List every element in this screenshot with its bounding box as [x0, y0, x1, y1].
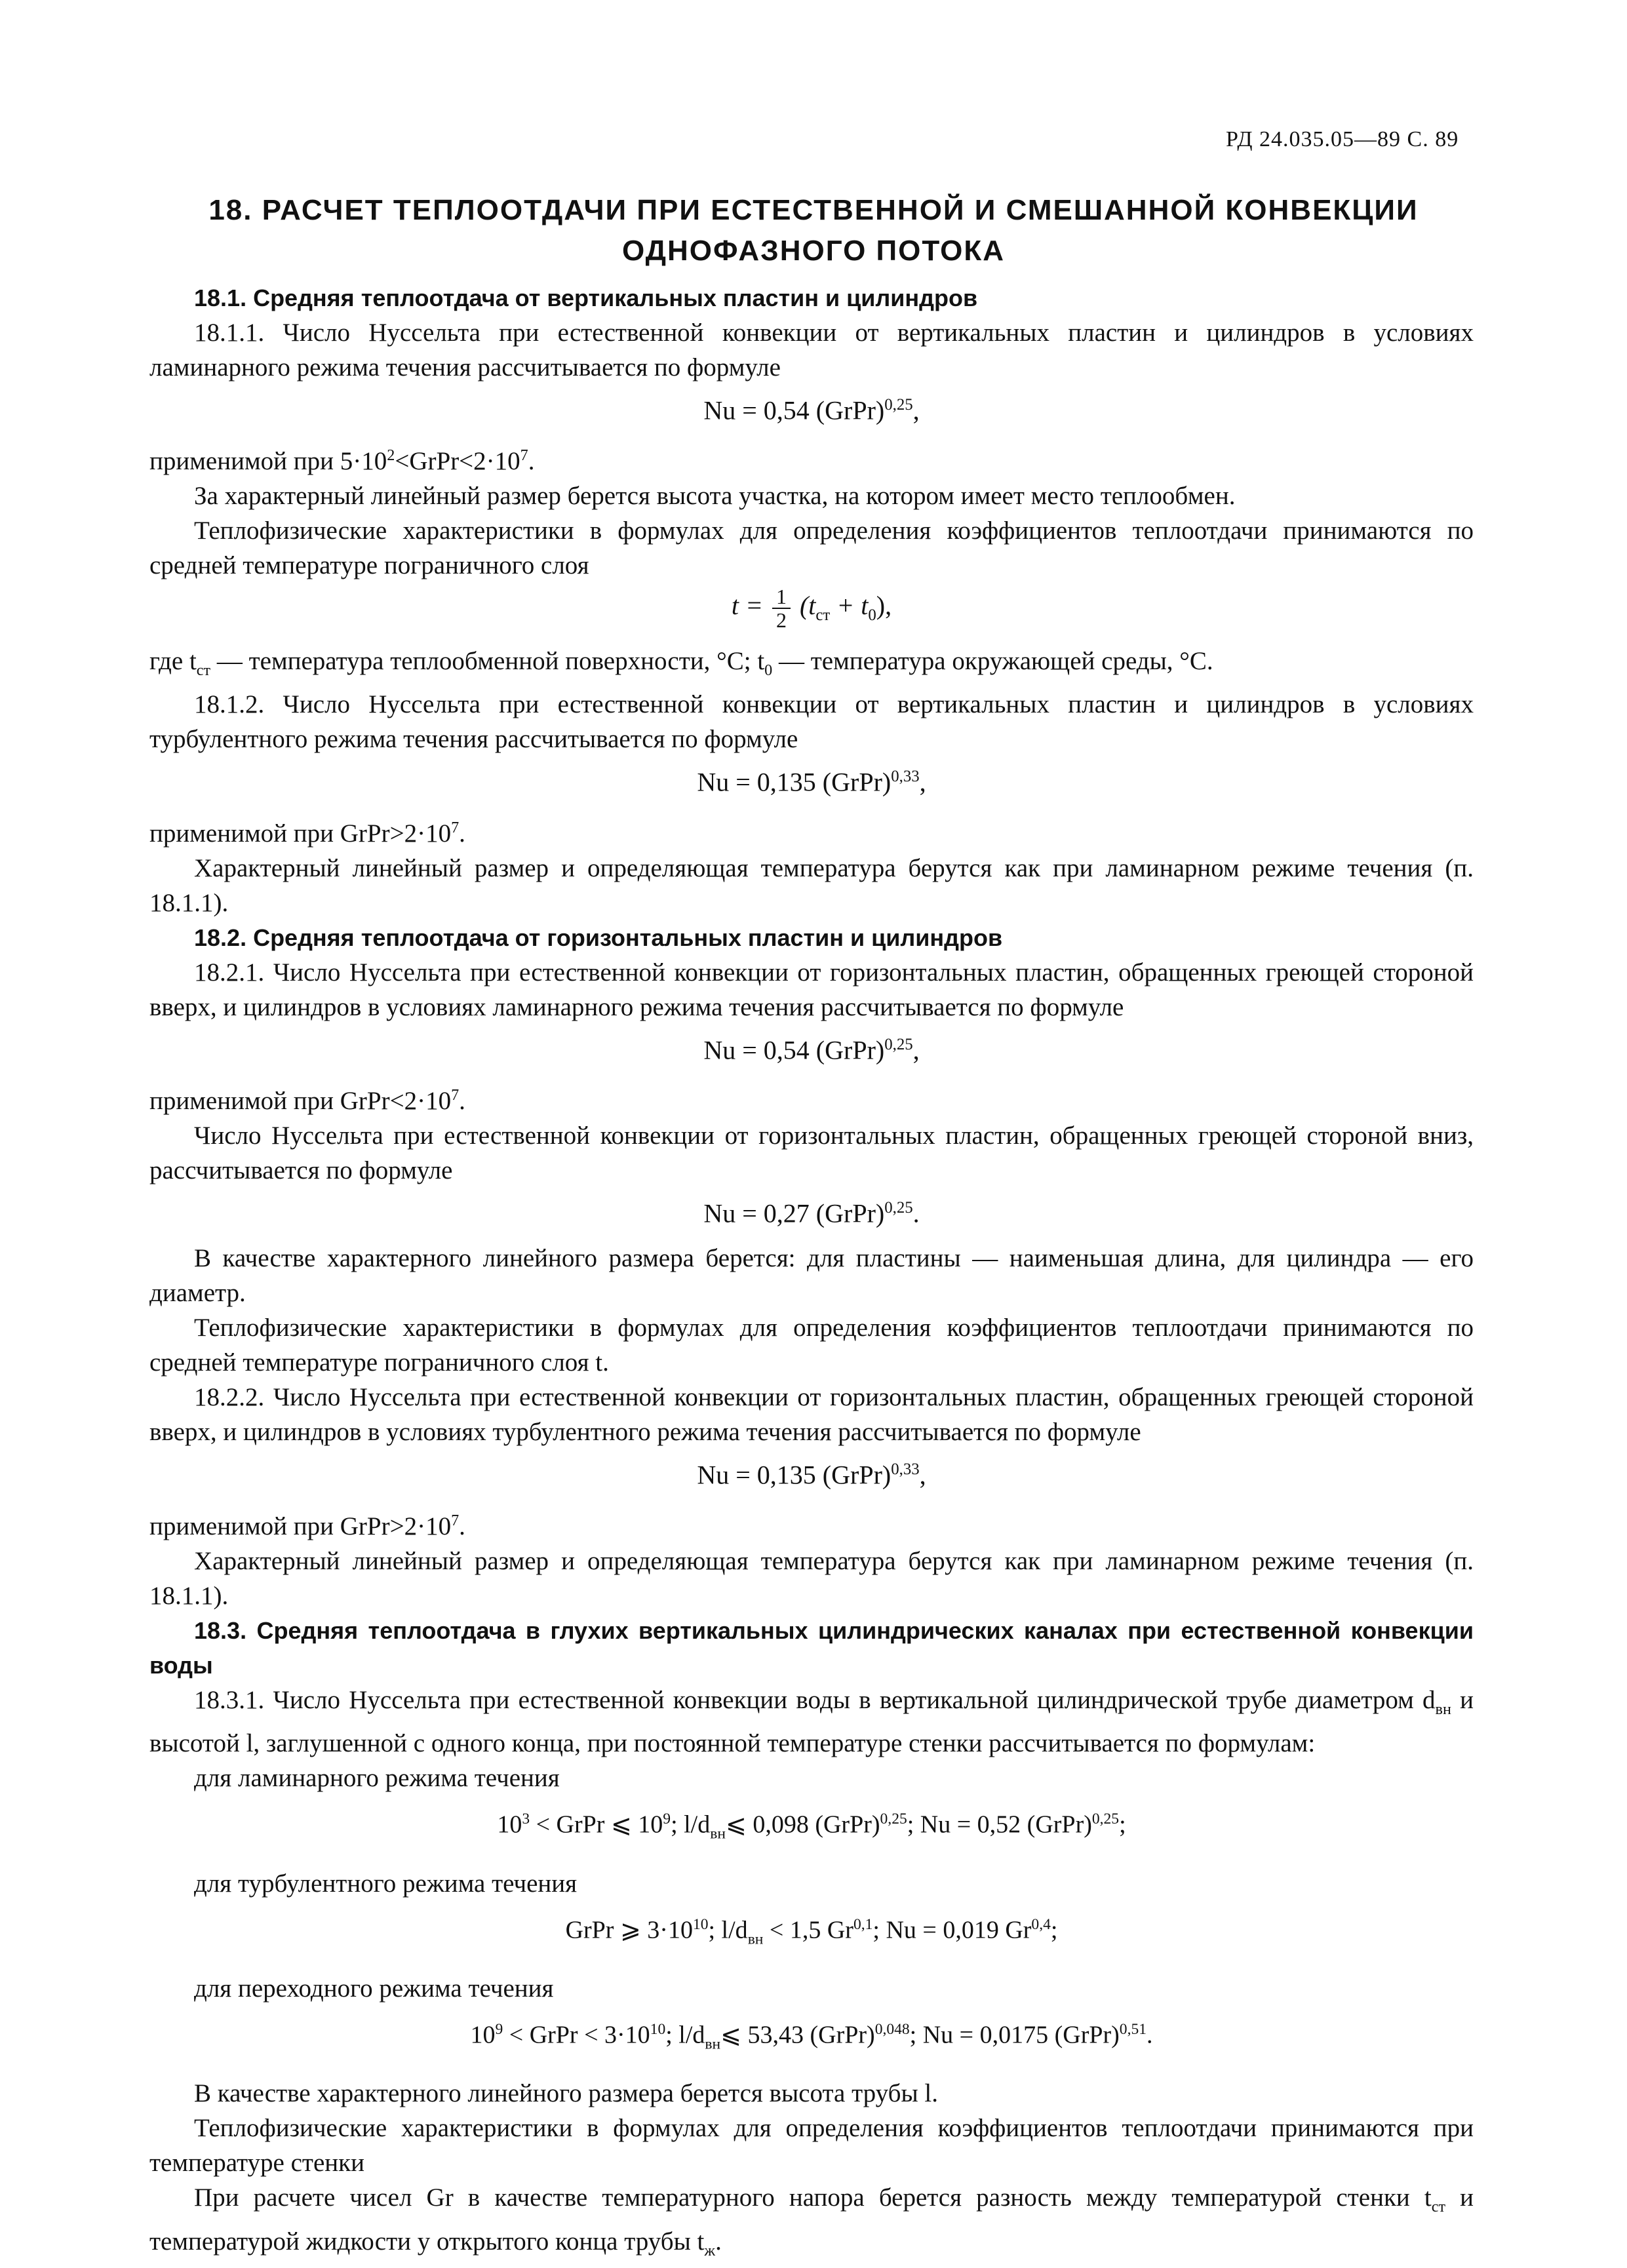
paragraph-characteristic-size: В качестве характерного линейного размера берется: для пластины — наименьшая длина, для цилиндра — его диаметр.: [149, 1244, 1474, 1308]
formula-mean-temperature: t = $\frac{1}{2}$ $(t_{ст} + t_0)$,: [731, 585, 892, 633]
turbulent-regime-label: для турбулентного режима течения: [194, 1869, 578, 1898]
paragraph-thermophysical: Теплофизические характеристики в формулах для определения коэффициентов теплоотдачи принимаются по средней температуре пограничного слоя: [149, 517, 1474, 580]
formula-nu-laminar-vertical: Nu = 0,54 (GrPr)$^{0,25}$,: [703, 395, 920, 425]
paragraph-characteristic-size-ref: Характерный линейный размер и определяющая температура берутся как при ламинарном режиме течения (п. 18.1.1).: [149, 853, 1474, 917]
paragraph-18-3-1: 18.3.1. Число Нуссельта при естественной конвекции воды в вертикальной цилиндрической трубе диаметром $d_{вн}$ и высотой l, заглушенной с одного конца, при постоянной температуре стенки рассчитывается по формулам:: [149, 1685, 1474, 1758]
paragraph-18-1-1: 18.1.1. Число Нуссельта при естественной конвекции от вертикальных пластин и цилиндров в условиях ламинарного режима течения рассчитывается по формуле: [149, 319, 1474, 381]
paragraph-18-2-1: 18.2.1. Число Нуссельта при естественной конвекции от горизонтальных пластин, обращенных греющей стороной вверх, и цилиндров в условиях ламинарного режима течения рассчитывается по формуле: [149, 958, 1474, 1021]
section-title: [131, 190, 1496, 271]
paragraph-thermophysical: Теплофизические характеристики в формулах для определения коэффициентов теплоотдачи принимаются по средней температуре пограничного слоя t.: [149, 1314, 1474, 1377]
section-title-line-2: ОДНОФАЗНОГО ПОТОКА: [621, 235, 1006, 267]
paragraph-18-1-2: 18.1.2. Число Нуссельта при естественной конвекции от вертикальных пластин и цилиндров в условиях турбулентного режима течения рассчитывается по формуле: [149, 690, 1474, 754]
subsection-heading-18-3: 18.3. Средняя теплоотдача в глухих вертикальных цилиндрических каналах при естественной конвекции воды: [149, 1616, 1474, 1679]
laminar-regime-label: для ламинарного режима течения: [194, 1764, 560, 1793]
paragraph-characteristic-size-ref: Характерный линейный размер и определяющая температура берутся как при ламинарном режиме течения (п. 18.1.1).: [149, 1546, 1474, 1610]
paragraph-18-2-2: 18.2.2. Число Нуссельта при естественной конвекции от горизонтальных пластин, обращенных греющей стороной вверх, и цилиндров в условиях турбулентного режима течения рассчитывается по формуле: [149, 1383, 1474, 1447]
section-title-line-1: 18. РАСЧЕТ ТЕПЛООТДАЧИ ПРИ ЕСТЕСТВЕННОЙ И СМЕШАННОЙ КОНВЕКЦИИ: [208, 194, 1419, 226]
paragraph-where: где $t_{ст}$ — температура теплообменной поверхности, °С; $t_0$ — температура окружающей среды, °С.: [149, 646, 1213, 679]
paragraph-characteristic-size: За характерный линейный размер берется высота участка, на котором имеет место теплообмен.: [194, 482, 1236, 511]
page-header-reference: РД 24.035.05—89 С. 89: [1226, 127, 1459, 151]
formula-nu-turbulent-vertical: Nu = 0,135 (GrPr)$^{0,33}$,: [697, 767, 926, 797]
subsection-heading-18-2: 18.2. Средняя теплоотдача от горизонтальных пластин и цилиндров: [194, 924, 1003, 951]
applicability-condition: применимой при $GrPr>2\cdot 10^7$.: [149, 818, 465, 848]
formula-nu-downward: Nu = 0,27 (GrPr)$^{0,25}$.: [703, 1198, 920, 1228]
paragraph-downward-facing: Число Нуссельта при естественной конвекции от горизонтальных пластин, обращенных греющей стороной вниз, рассчитывается по формуле: [149, 1121, 1474, 1184]
formula-set-transitional: $10^9$ < GrPr < $3\cdot 10^{10}$; $l/d_{вн}⩽$ 53,43 (GrPr)$^{0,048}$; Nu = 0,0175 (GrPr)$^{0,51}$.: [470, 2020, 1153, 2053]
paragraph-temperature-head: При расчете чисел Gr в качестве температурного напора берется разность между температурой стенки $t_{ст}$ и температурой жидкости у открытого конца трубы $t_ж$.: [149, 2183, 1474, 2259]
applicability-condition: применимой при $5\cdot 10^2<GrPr<2\cdot 10^7$.: [149, 446, 535, 476]
paragraph-characteristic-size: В качестве характерного линейного размера берется высота трубы l.: [194, 2079, 938, 2108]
applicability-condition: применимой при $GrPr>2\cdot 10^7$.: [149, 1511, 465, 1540]
paragraph-thermophysical: Теплофизические характеристики в формулах для определения коэффициентов теплоотдачи принимаются при температуре стенки: [149, 2114, 1474, 2178]
formula-set-turbulent: GrPr ⩾ $3\cdot 10^{10}$; $l/d_{вн} < 1,5$ Gr$^{0,1}$; Nu = 0,019 Gr$^{0,4}$;: [565, 1915, 1058, 1947]
formula-nu-turbulent-horizontal: Nu = 0,135 (GrPr)$^{0,33}$,: [697, 1460, 926, 1490]
formula-nu-laminar-horizontal: Nu = 0,54 (GrPr)$^{0,25}$,: [703, 1034, 920, 1065]
subsection-heading-18-1: 18.1. Средняя теплоотдача от вертикальных пластин и цилиндров: [194, 284, 978, 311]
transitional-regime-label: для переходного режима течения: [194, 1974, 554, 2003]
document-body: [149, 281, 1474, 2268]
applicability-condition: применимой при $GrPr<2\cdot 10^7$.: [149, 1085, 465, 1115]
formula-set-laminar: $10^3$ < GrPr ⩽ $10^9$; $l/d_{вн}⩽$ 0,098 (GrPr)$^{0,25}$; Nu = 0,52 (GrPr)$^{0,25}$;: [497, 1810, 1126, 1843]
